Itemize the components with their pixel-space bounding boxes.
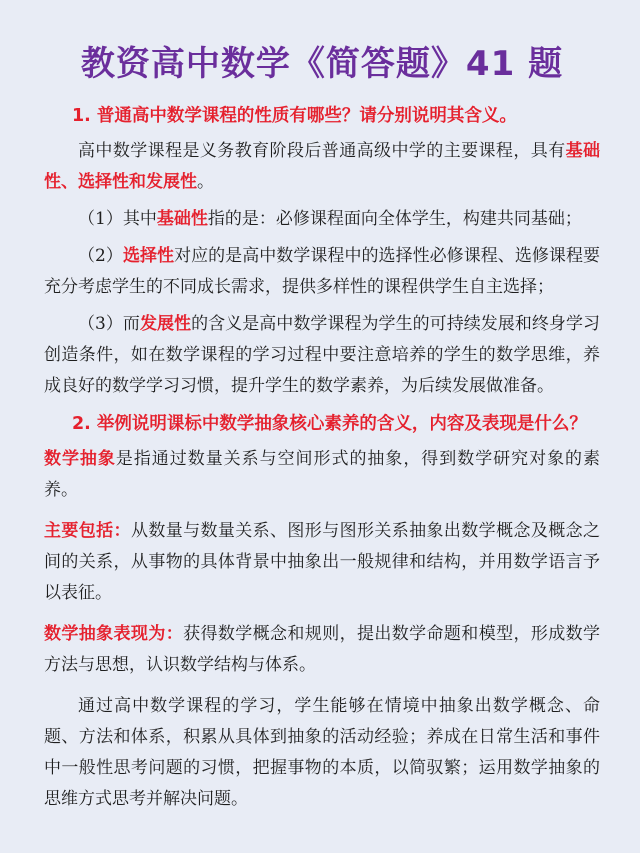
page-title: 教资高中数学《简答题》41 题 xyxy=(80,44,564,84)
q1-item-3-highlight: 发展性 xyxy=(139,314,192,334)
q2-content-text: 从数量与数量关系、图形与图形关系抽象出数学概念及概念之间的关系，从事物的具体背景中抽象出一般规律和结构，并用数学语言予以表征。 xyxy=(44,521,601,603)
q1-item-1 xyxy=(44,204,600,235)
q1-item-2 xyxy=(44,241,600,303)
q1-item-3-text: 的含义是高中数学课程为学生的可持续发展和终身学习创造条件，如在数学课程的学习过程中要注意培养的学生的数学思维，养成良好的数学学习习惯，提升学生的数学素养，为后续发展做准备。 xyxy=(44,314,601,396)
q1-item-3-prefix: （3）而 xyxy=(78,314,140,334)
q1-item-2-highlight: 选择性 xyxy=(122,246,175,266)
q2-closing: 通过高中数学课程的学习，学生能够在情境中抽象出数学概念、命题、方法和体系，积累从具体到抽象的活动经验；养成在日常生活和事件中一般性思考问题的习惯，把握事物的本质，以简驭繁；运用数学抽象的思维方式思考并解决问题。 xyxy=(44,696,600,809)
q2-content-highlight: 主要包括： xyxy=(44,521,131,541)
q2-performance xyxy=(44,619,600,681)
q2-performance-text: 获得数学概念和规则，提出数学命题和模型，形成数学方法与思想，认识数学结构与体系。 xyxy=(44,624,601,675)
q2-performance-highlight: 数学抽象表现为： xyxy=(44,624,184,644)
q1-intro xyxy=(44,136,600,198)
content xyxy=(44,102,600,815)
q2-definition xyxy=(44,444,600,506)
q1-item-1-text: 指的是：必修课程面向全体学生，构建共同基础； xyxy=(207,209,582,229)
q1-item-3 xyxy=(44,309,600,402)
q1-item-1-prefix: （1）其中 xyxy=(78,209,157,229)
q2-definition-highlight: 数学抽象 xyxy=(44,449,116,469)
q2-content xyxy=(44,516,600,609)
q1-item-1-highlight: 基础性 xyxy=(156,209,208,229)
q1-intro-end: 。 xyxy=(197,172,214,192)
q1-intro-text: 高中数学课程是义务教育阶段后普通高级中学的主要课程，具有 xyxy=(78,141,566,161)
q1-item-2-text: 对应的是高中数学课程中的选择性必修课程、选修课程要充分考虑学生的不同成长需求，提供多样性的课程供学生自主选择； xyxy=(44,246,600,297)
q1-item-2-prefix: （2） xyxy=(78,246,123,266)
question-2-heading: 2. 举例说明课标中数学抽象核心素养的含义，内容及表现是什么？ xyxy=(72,414,587,434)
q2-definition-text: 是指通过数量关系与空间形式的抽象，得到数学研究对象的素养。 xyxy=(44,449,601,500)
question-1-heading: 1. 普通高中数学课程的性质有哪些？请分别说明其含义。 xyxy=(72,106,517,126)
q1-intro-highlight: 基础性、选择性和发展性 xyxy=(44,141,601,192)
